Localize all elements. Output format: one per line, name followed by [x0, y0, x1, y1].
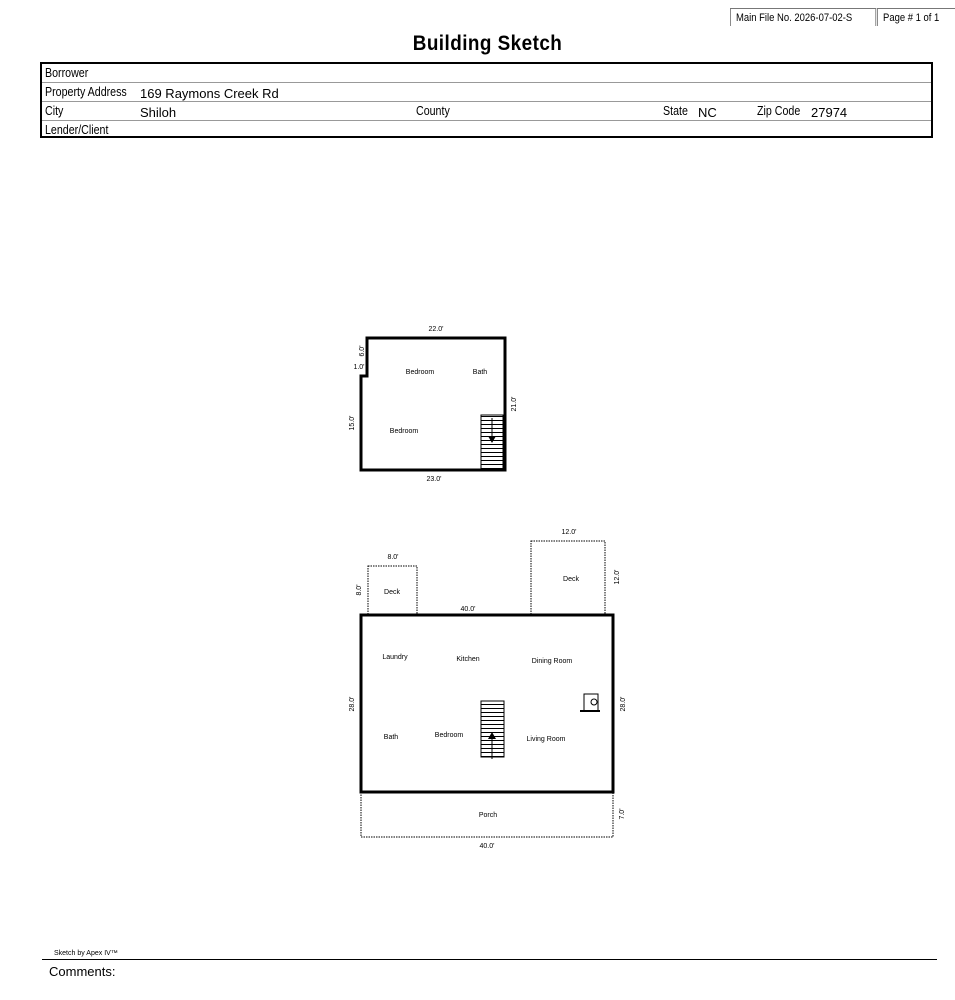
room-label: Kitchen	[456, 656, 480, 663]
dim-deck-right-width: 12.0'	[561, 529, 577, 536]
upper-dim-left-upper: 6.0'	[359, 345, 366, 357]
upper-dim-right: 21.0'	[511, 396, 518, 412]
county-label: County	[416, 103, 450, 118]
main-file-number: Main File No. 2026-07-02-S	[730, 8, 876, 26]
lender-label: Lender/Client	[45, 122, 109, 137]
dim-main-top: 40.0'	[460, 606, 476, 613]
borrower-label: Borrower	[45, 65, 89, 80]
fireplace-icon	[580, 694, 600, 711]
room-label: Laundry	[382, 654, 408, 661]
state-label: State	[663, 103, 688, 118]
dim-deck-right-height: 12.0'	[614, 569, 621, 585]
room-label: Bedroom	[434, 732, 464, 739]
city-label: City	[45, 103, 64, 118]
comments-label: Comments:	[49, 964, 116, 979]
main-floor-plan	[349, 529, 627, 850]
state-value: NC	[698, 105, 717, 120]
upper-dim-bottom: 23.0'	[426, 476, 442, 483]
address-label: Property Address	[45, 84, 127, 99]
address-value: 169 Raymons Creek Rd	[140, 86, 279, 101]
page-title: Building Sketch	[412, 32, 563, 55]
upper-floor-plan	[349, 326, 518, 483]
room-label: Bedroom	[405, 369, 435, 376]
room-label: Bath	[383, 734, 399, 741]
dim-main-bottom: 40.0'	[479, 843, 495, 850]
zip-label: Zip Code	[757, 103, 801, 118]
room-label: Bath	[472, 369, 488, 376]
upper-dim-top: 22.0'	[428, 326, 444, 333]
upper-dim-notch: 1.0'	[353, 364, 365, 371]
page-number: Page # 1 of 1	[877, 8, 955, 26]
sketch-credit: Sketch by Apex IV™	[54, 950, 118, 957]
room-label: Dining Room	[531, 658, 573, 665]
upper-dim-left-lower: 15.0'	[349, 415, 356, 431]
dim-main-left: 28.0'	[349, 696, 356, 712]
room-label: Deck	[563, 576, 579, 583]
room-label: Living Room	[526, 736, 566, 743]
city-value: Shiloh	[140, 105, 177, 120]
dim-deck-left-height: 8.0'	[356, 584, 363, 596]
dim-porch-height: 7.0'	[619, 808, 626, 820]
room-label: Deck	[384, 589, 400, 596]
room-label: Porch	[478, 812, 498, 819]
dim-main-right: 28.0'	[620, 696, 627, 712]
zip-value: 27974	[811, 105, 848, 120]
dim-deck-left-width: 8.0'	[387, 554, 399, 561]
footer-rule	[42, 959, 937, 960]
room-label: Bedroom	[389, 428, 419, 435]
